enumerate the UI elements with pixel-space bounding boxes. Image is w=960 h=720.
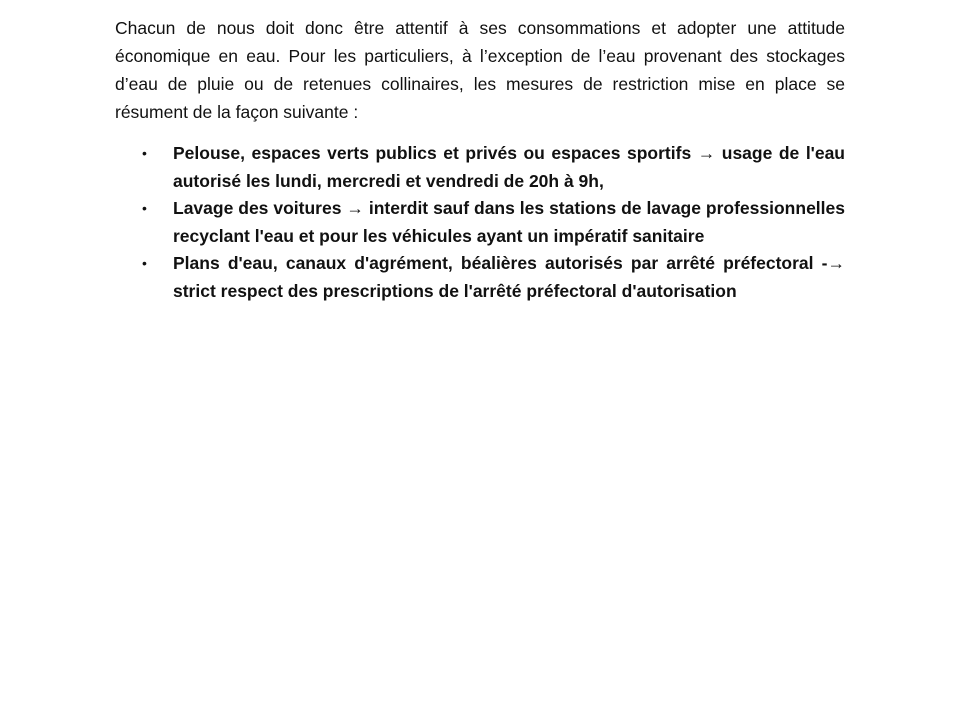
bullet-icon: • [142,145,147,161]
bullet-icon: • [142,255,147,271]
restriction-text-water-bodies: Plans d'eau, canaux d'agrément, béalières autorisés par arrêté préfectoral -→ strict respect des prescriptions de l'arrêté préfectoral d'autorisation [173,253,845,301]
intro-paragraph: Chacun de nous doit donc être attentif à ses consommations et adopter une attitude économique en eau. Pour les particuliers, à l’exception de l’eau provenant des stockages d’eau de pluie ou de retenues collinaires, les mesures de restriction mise en place se résument de la façon suivante : [115,18,845,122]
restriction-text-lawns: Pelouse, espaces verts publics et privés ou espaces sportifs → usage de l'eau autorisé les lundi, mercredi et vendredi de 20h à 9h, [173,143,845,191]
restriction-text-car-wash: Lavage des voitures → interdit sauf dans les stations de lavage professionnelles recyclant l'eau et pour les véhicules ayant un impératif sanitaire [173,198,845,246]
list-item [115,195,845,250]
bullet-icon: • [142,200,147,216]
list-item [115,250,845,305]
list-item [115,140,845,195]
document-body [115,14,845,305]
restriction-list [115,140,845,305]
